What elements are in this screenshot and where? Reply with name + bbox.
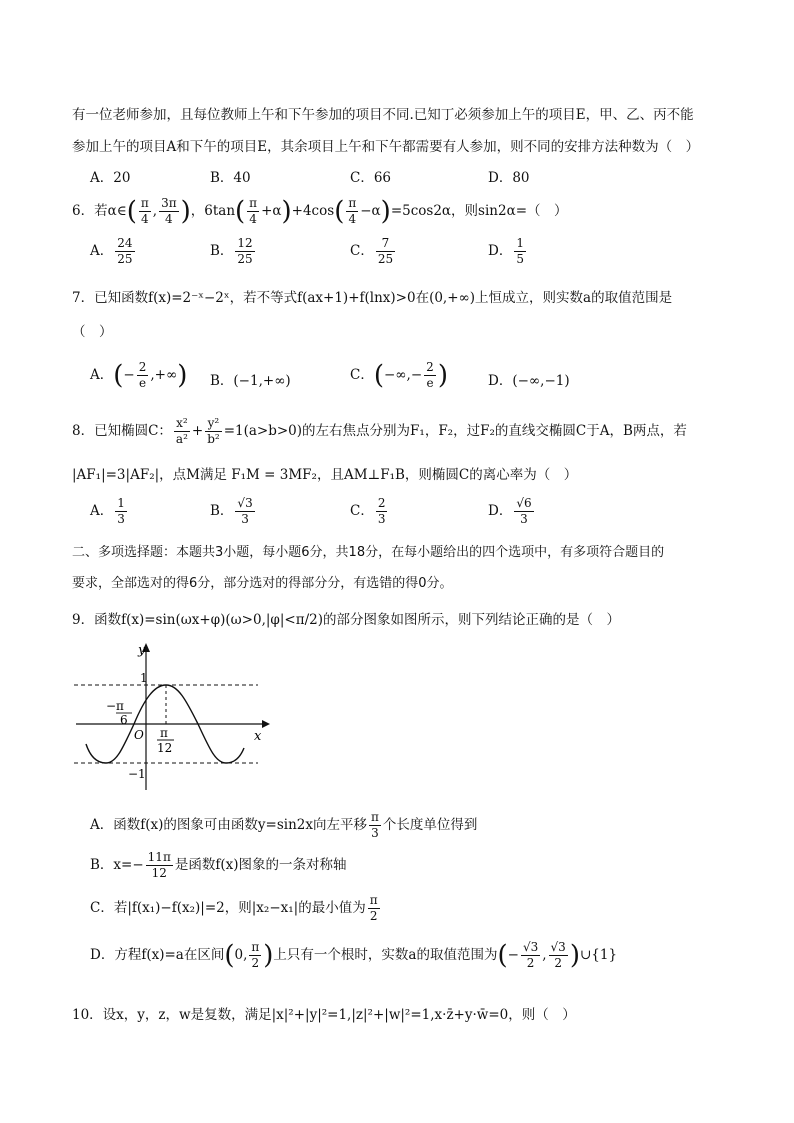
q5-stem-line1: 有一位老师参加，且每位教师上午和下午参加的项目不同.已知丁必须参加上午的项目E，甲、乙、丙不能 xyxy=(72,107,694,123)
q7-option-b: B．(−1,+∞) xyxy=(210,373,291,389)
q7-option-d: D．(−∞,−1) xyxy=(488,373,570,389)
q9-option-c: C．若|f(x₁)−f(x₂)|=2，则|x₂−x₁|的最小值为 $\frac{\pi}{2}$ xyxy=(90,893,378,923)
tick-label-twelve: 12 xyxy=(157,741,173,755)
q8-option-c: C． $\frac{2}{3}$ xyxy=(350,496,386,526)
q5-option-a: A．20 xyxy=(90,170,131,186)
q6-option-b: B． $\frac{12}{25}$ xyxy=(210,236,253,266)
q8-stem-line2: |AF₁|=3|AF₂|，点M满足 F₁M = 3MF₂，且AM⊥F₁B，则椭圆C的离心率为（ ） xyxy=(72,467,578,483)
q6-option-a: A． $\frac{24}{25}$ xyxy=(90,236,133,266)
q7-option-c: C．(−∞,− $\frac{2}{e}$ ) xyxy=(350,360,448,391)
section2-heading-line1: 二、多项选择题：本题共3小题，每小题6分，共18分，在每小题给出的四个选项中，有多项符合题目的 xyxy=(72,545,665,560)
q7-stem-line1: 7．已知函数f(x)=2⁻ˣ−2ˣ，若不等式f(ax+1)+f(lnx)>0在(0,+∞)上恒成立，则实数a的取值范围是 xyxy=(72,290,673,306)
q5-option-c: C．66 xyxy=(350,170,392,186)
q9-sine-graph xyxy=(68,640,278,795)
q9-option-b: B．x=− $\frac{11\pi}{12}$ 是函数f(x)图象的一条对称轴 xyxy=(90,850,347,880)
q8-option-b: B． $\frac{√3}{3}$ xyxy=(210,496,253,526)
q8-stem-line1: 8．已知椭圆C： $\frac{\text{x²}}{\text{a²}}$ + $\frac{\text{y²}}{\text{b²}}$ =1(a>b>0)的左右焦点分别为F₁，F₂，过F₂的直线交椭圆C于A，B两点，若 xyxy=(72,416,687,446)
q9-stem: 9．函数f(x)=sin(ωx+φ)(ω>0,|φ|<π/2)的部分图象如图所示，则下列结论正确的是（ ） xyxy=(72,612,621,628)
tick-label-one: 1 xyxy=(140,671,148,685)
q6-option-d: D． $\frac{1}{5}$ xyxy=(488,236,524,266)
q9-option-a: A．函数f(x)的图象可由函数y=sin2x向左平移 $\frac{\pi}{3}$ 个长度单位得到 xyxy=(90,810,478,840)
section2-heading-line2: 要求，全部选对的得6分，部分选对的得部分分，有选错的得0分。 xyxy=(72,576,453,591)
q7-option-a: A．(− $\frac{2}{e}$ ,+∞) xyxy=(90,360,188,391)
q5-stem-line2: 参加上午的项目A和下午的项目E，其余项目上午和下午都需要有人参加，则不同的安排方法种数为（ ） xyxy=(72,139,700,155)
tick-label-neg-one: −1 xyxy=(128,767,146,781)
x-axis-arrow xyxy=(262,720,270,728)
q8-option-d: D． $\frac{√6}{3}$ xyxy=(488,496,532,526)
q6-stem: 6．若α∈( $\frac{\pi}{4}$ , $\frac{3\pi}{4}$ )，6tan( $\frac{\pi}{4}$ +α)+4cos( $\frac{\pi}{4}$ −α)=5cos2α，则sin2α=（ ） xyxy=(72,196,568,227)
x-axis-label: x xyxy=(254,729,262,744)
q5-option-b: B．40 xyxy=(210,170,251,186)
tick-label-neg-pi: −π xyxy=(106,699,124,713)
q5-option-d: D．80 xyxy=(488,170,530,186)
q7-stem-line2: （ ） xyxy=(72,324,113,340)
tick-label-pi: π xyxy=(160,726,168,740)
y-axis-label: y xyxy=(138,643,146,658)
tick-label-six: 6 xyxy=(120,713,128,727)
q9-option-d: D．方程f(x)=a在区间(0, $\frac{\pi}{2}$ )上只有一个根时，实数a的取值范围为(− $\frac{√3}{2}$ , $\frac{√3}{2}$ )∪{1} xyxy=(90,940,618,971)
origin-label: O xyxy=(134,728,144,742)
q8-option-a: A． $\frac{1}{3}$ xyxy=(90,496,125,526)
q6-option-c: C． $\frac{7}{25}$ xyxy=(350,236,394,266)
q10-stem: 10．设x，y，z，w是复数，满足|x|²+|y|²=1,|z|²+|w|²=1,x·z̄+y·w̄=0，则（ ） xyxy=(72,1007,576,1023)
